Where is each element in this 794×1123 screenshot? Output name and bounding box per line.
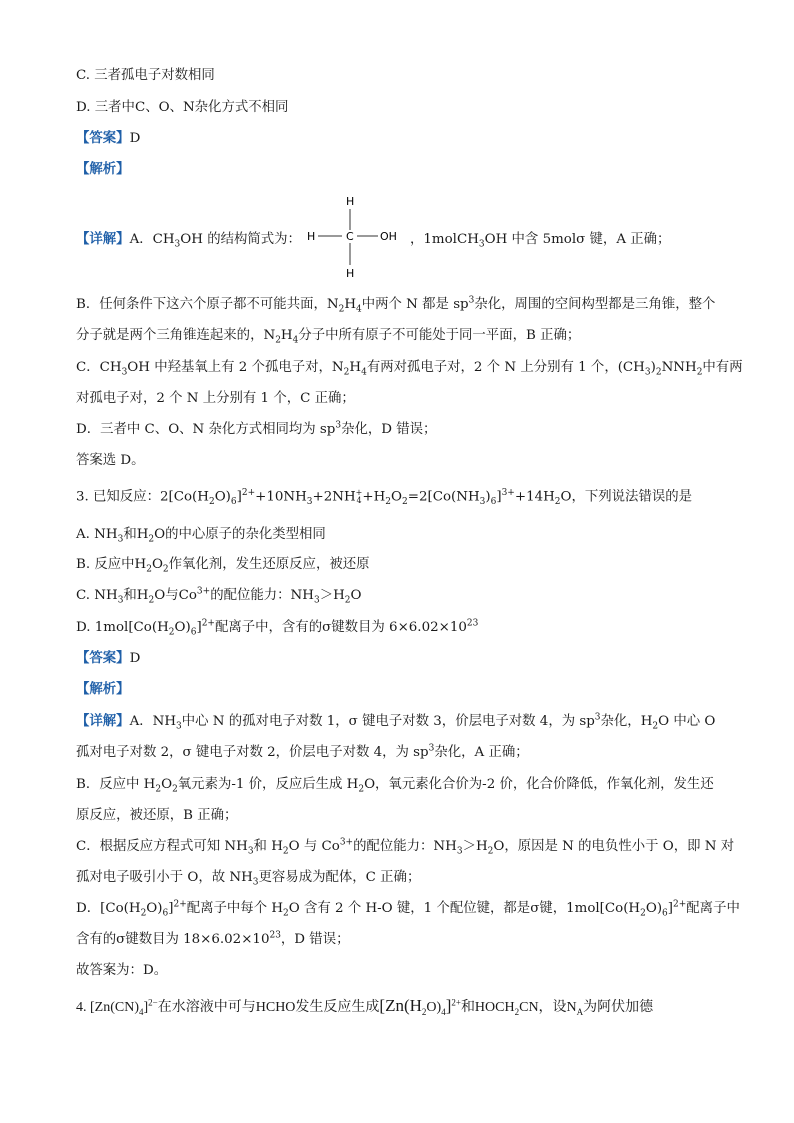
subscript: 6 <box>190 627 197 638</box>
text-span: O) <box>426 1000 442 1015</box>
superscript: 23 <box>466 618 479 629</box>
detail-c-line-1 <box>76 360 743 376</box>
text-span: O) <box>174 620 191 635</box>
superscript: 2+ <box>173 899 187 910</box>
text-span: B．反应中 H <box>76 777 156 792</box>
subscript: 2 <box>172 784 178 795</box>
text-span: C．CH <box>76 360 122 375</box>
subscript: 2 <box>358 784 365 795</box>
subscript: 4 <box>292 335 299 346</box>
subscript: 2 <box>514 1006 520 1017</box>
option-c <box>76 588 361 604</box>
text-span: 中心 N 的孤对电子对数 1，σ 键电子对数 3，价层电子对数 4，为 sp <box>181 714 595 729</box>
text-span: 和H <box>123 527 149 542</box>
text-span: 中有两 <box>702 360 743 375</box>
text-span: 更容易成为配体，C 正确； <box>258 870 421 885</box>
text-span: 杂化，D 错误； <box>341 422 437 437</box>
text-span: 分子就是两个三角锥连起来的，N <box>76 328 276 343</box>
text-span: B．任何条件下这六个原子都不可能共面，N <box>76 297 339 312</box>
detail-c-line-2: 对孤电子对，2 个 N 上分别有 1 个，C 正确； <box>76 391 355 406</box>
text-span: 和 H <box>253 839 283 854</box>
text-span: 的配位能力：NH <box>353 839 457 854</box>
text-span: [Zn(CN) <box>90 1000 139 1015</box>
text-span: OH 中羟基氧上有 2 个孤电子对，N <box>127 360 344 375</box>
text-span: O 与 Co <box>288 839 340 854</box>
superscript: 3 <box>335 420 342 431</box>
text-span: +10NH <box>255 489 307 505</box>
subscript: 4 <box>441 1006 446 1017</box>
text-span: +H <box>362 489 386 505</box>
text-span: 4. <box>76 1000 90 1015</box>
detail2-line-8 <box>76 932 349 948</box>
ammonium-charge: + 4 <box>355 488 363 505</box>
text-span: A．NH <box>129 714 177 729</box>
text-span: 中两个 N 都是 sp <box>361 297 469 312</box>
atom-h-bottom: H <box>346 267 355 280</box>
detail-b-line-1 <box>76 297 715 313</box>
atom-h-top: H <box>346 195 355 208</box>
text-span: 杂化，周围的空间构型都是三角锥，整个 <box>474 297 716 312</box>
superscript: 2+ <box>673 899 687 910</box>
subscript: 2 <box>338 304 345 315</box>
text-span: 配离子中每个 H <box>186 901 284 916</box>
subscript: 2 <box>402 497 408 508</box>
text-span: 作氧化剂，发生还原反应，被还原 <box>168 557 370 572</box>
text-span: ) <box>485 489 491 505</box>
detail2-line-6 <box>76 870 420 886</box>
text-span: ] <box>196 620 202 635</box>
text-span: 含有的σ键数目为 18×6.02×10 <box>76 932 270 947</box>
subscript: 3 <box>121 367 128 378</box>
subscript: 2 <box>208 497 215 508</box>
subscript: 2 <box>148 534 155 545</box>
subscript: 3 <box>479 497 486 508</box>
text-span: 有两对孤电子对，2 个 N 上分别有 1 个，(CH <box>366 360 645 375</box>
text-span: H <box>344 297 357 312</box>
atom-oh-right: OH <box>380 230 397 243</box>
text-span: O，原因是 N 的电负性小于 O，即 N 对 <box>493 839 735 854</box>
text-span: ] <box>445 996 452 1015</box>
text-span: O) <box>214 489 231 505</box>
detail2-line-1 <box>76 714 715 730</box>
text-span: O 含有 2 个 H-O 键，1 个配位键，都是σ键，1mol[Co(H <box>288 901 641 916</box>
detail-d-line <box>76 422 436 438</box>
final-answer-line: 故答案为：D。 <box>76 963 168 978</box>
text-span: O与Co <box>154 588 197 603</box>
text-span: 3. 已知反应：2[Co(H <box>76 489 209 505</box>
detail-tag: 【详解】 <box>76 232 130 247</box>
detail2-line-4: 原反应，被还原，B 正确； <box>76 808 238 823</box>
text-span: 氧元素为-1 价，反应后生成 H <box>177 777 359 792</box>
text-span: C．根据反应方程式可知 NH <box>76 839 248 854</box>
text-span: O 中心 O <box>658 714 716 729</box>
subscript: 2 <box>140 908 147 919</box>
option-d-text: D. 三者中C、O、N杂化方式不相同 <box>76 100 289 115</box>
subscript: 4 <box>361 367 367 378</box>
text-span: O的中心原子的杂化类型相同 <box>154 527 326 542</box>
subscript: 2 <box>696 367 703 378</box>
subscript: 3 <box>247 846 254 857</box>
text-span: 和HOCH <box>460 1000 515 1015</box>
text-span: D．三者中 C、O、N 杂化方式相同均为 sp <box>76 422 336 437</box>
text-span: 在水溶液中可与HCHO发生反应生成 <box>157 1000 380 1015</box>
subscript: 2 <box>146 564 152 575</box>
subscript: 2 <box>282 846 289 857</box>
detail2-line-7 <box>76 901 740 917</box>
text-span: ] <box>168 901 174 916</box>
subscript: 2 <box>275 335 281 346</box>
question-4-stem <box>76 998 653 1016</box>
detail-tag: 【详解】 <box>76 714 130 729</box>
atom-h-left: H <box>307 230 316 243</box>
subscript: 2 <box>640 908 646 919</box>
superscript: 2− <box>148 997 158 1008</box>
text-span: O <box>391 489 402 505</box>
subscript: 6 <box>490 497 497 508</box>
detail-line-1 <box>76 232 301 248</box>
subscript: A <box>576 1006 584 1017</box>
subscript: 3 <box>306 497 313 508</box>
question-3-stem <box>76 489 692 506</box>
answer-value: D <box>129 651 141 666</box>
answer-line-2 <box>76 651 140 667</box>
atom-c-center: C <box>346 230 354 243</box>
text-span: +2NH <box>312 489 356 505</box>
text-span: +14H <box>514 489 555 505</box>
text-span: 杂化，H <box>600 714 653 729</box>
subscript: 3 <box>313 595 320 606</box>
option-d <box>76 620 478 636</box>
text-span: D. 1mol[Co(H <box>76 620 169 635</box>
answer-tag: 【答案】 <box>76 131 130 146</box>
subscript: 2 <box>343 367 350 378</box>
text-span: O <box>350 588 362 603</box>
subscript: 2 <box>554 497 561 508</box>
superscript: 2+ <box>241 488 256 499</box>
text-span: C. NH <box>76 588 118 603</box>
superscript: 2+ <box>201 618 215 629</box>
superscript: 3+ <box>196 586 211 597</box>
text-span: O) <box>645 901 663 916</box>
text-span: ] <box>236 489 242 505</box>
superscript: 23 <box>269 930 281 941</box>
answer-value: D <box>129 131 141 146</box>
option-a <box>76 527 326 543</box>
text-span: 和H <box>123 588 149 603</box>
answer-choice-line: 答案选 D。 <box>76 453 145 468</box>
text-span: 孤对电子吸引小于 O，故 NH <box>76 870 253 885</box>
detail2-line-2 <box>76 745 529 761</box>
answer-tag: 【答案】 <box>76 651 130 666</box>
text-span: OH 中含 5molσ 键，A 正确； <box>484 232 671 247</box>
text-span: B. 反应中H <box>76 557 147 572</box>
text-span: O，下列说法错误的是 <box>560 489 693 505</box>
text-span: 为阿伏加德 <box>583 1000 654 1015</box>
subscript: 3 <box>117 534 124 545</box>
detail2-line-5 <box>76 839 734 855</box>
superscript: 2+ <box>451 997 461 1008</box>
subscript: 3 <box>117 595 124 606</box>
methanol-structure-diagram <box>300 190 410 282</box>
subscript: 4 <box>139 1006 144 1017</box>
text-span: H <box>280 328 293 343</box>
subscript: 2 <box>421 1006 427 1017</box>
superscript: 3 <box>428 743 435 754</box>
detail-b-line-2 <box>76 328 580 344</box>
subscript: 3 <box>176 721 182 732</box>
subscript: 2 <box>283 908 289 919</box>
detail2-line-3 <box>76 777 714 793</box>
detail-line-1-tail <box>410 232 670 248</box>
text-span: 杂化，A 正确； <box>434 745 529 760</box>
text-span: 孤对电子对数 2，σ 键电子对数 2，价层电子对数 4，为 sp <box>76 745 429 760</box>
text-span: NNH <box>661 360 697 375</box>
subscript: 2 <box>148 595 155 606</box>
text-span: =2[Co(NH <box>407 489 480 505</box>
text-span: ＞H <box>462 839 488 854</box>
subscript: 6 <box>230 497 237 508</box>
subscript: 4 <box>356 304 362 315</box>
text-span: ] <box>667 901 674 916</box>
text-span: ) <box>650 360 656 375</box>
superscript: 3 <box>468 295 475 306</box>
subscript: 3 <box>174 239 181 250</box>
subscript: 2 <box>155 784 162 795</box>
text-span: 配离子中 <box>686 901 740 916</box>
subscript: 3 <box>456 846 463 857</box>
text-span: 配离子中，含有的σ键数目为 6×6.02×10 <box>214 620 467 635</box>
subscript: 2 <box>487 846 494 857</box>
text-span: D．[Co(H <box>76 901 141 916</box>
text-span: A．CH <box>129 232 175 247</box>
subscript: 2 <box>385 497 392 508</box>
text-span: ] <box>496 489 502 505</box>
text-span: [Zn(H <box>379 996 422 1015</box>
superscript: 3+ <box>501 488 515 499</box>
superscript: 3 <box>594 712 601 723</box>
answer-line <box>76 131 140 147</box>
subscript: 6 <box>662 908 668 919</box>
text-span: O <box>151 557 163 572</box>
text-span: ，1molCH <box>410 232 479 247</box>
subscript: 2 <box>655 367 662 378</box>
analysis-tag: 【解析】 <box>76 162 130 177</box>
text-span: 分子中所有原子不可能处于同一平面，B 正确； <box>298 328 581 343</box>
text-span: CN，设N <box>519 1000 577 1015</box>
text-span: O <box>161 777 173 792</box>
option-c-text: C. 三者孤电子对数相同 <box>76 68 215 83</box>
subscript: 3 <box>252 877 259 888</box>
text-span: ＞H <box>319 588 345 603</box>
text-span: O，氧元素化合价为-2 价，化合价降低，作氧化剂，发生还 <box>364 777 714 792</box>
text-span: H <box>349 360 362 375</box>
option-b <box>76 557 370 573</box>
subscript: 6 <box>162 908 169 919</box>
analysis-tag-2: 【解析】 <box>76 682 130 697</box>
superscript: 3+ <box>339 837 354 848</box>
text-span: A. NH <box>76 527 118 542</box>
text-span: ，D 错误； <box>280 932 350 947</box>
text-span: O) <box>146 901 163 916</box>
subscript: 3 <box>644 367 651 378</box>
subscript: 3 <box>478 239 485 250</box>
text-span: ] <box>143 1000 149 1015</box>
subscript: 2 <box>652 721 659 732</box>
subscript: 2 <box>168 627 175 638</box>
subscript: 2 <box>344 595 351 606</box>
text-span: 的配位能力：NH <box>210 588 314 603</box>
text-span: OH 的结构简式为： <box>180 232 301 247</box>
subscript: 2 <box>162 564 169 575</box>
